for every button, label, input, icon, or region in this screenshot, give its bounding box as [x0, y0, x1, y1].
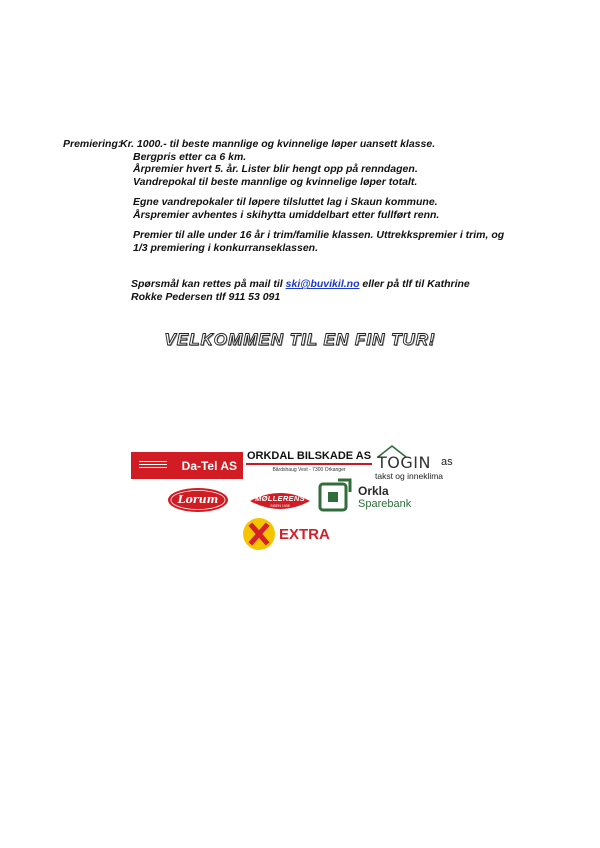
orkdal-address: Bårdshaug Vest - 7300 Orkanger [272, 467, 346, 473]
premiering-line: Kr. 1000.- til beste mannlige og kvinnelige løper uansett klasse. [120, 138, 436, 150]
datel-name: Da-Tel AS [181, 458, 237, 473]
contact-text [131, 278, 470, 303]
togin-logo [375, 444, 465, 482]
mollerens-sub: SIDEN 1908 [270, 504, 290, 508]
mollerens-logo [248, 489, 312, 513]
premiering-line: Premier til alle under 16 år i trim/familie klassen. Uttrekkspremier i trim, og [133, 229, 505, 241]
premiering-line: 1/3 premiering i konkurranseklassen. [133, 241, 319, 254]
premiering-line: Bergpris etter ca 6 km. [133, 150, 247, 163]
welcome-heading: VELKOMMEN TIL EN FIN TUR! [164, 330, 436, 349]
premiering-line: Egne vandrepokaler til løpere tilsluttet lag i Skaun kommune. [133, 196, 438, 208]
datel-logo [131, 452, 243, 479]
orkla-name: Orkla [358, 484, 389, 498]
lorum-name: Lorum [177, 493, 219, 506]
premiering-label: Premiering: [63, 138, 122, 150]
togin-subtitle: takst og inneklima [375, 471, 444, 481]
orkla-sparebank-logo [318, 478, 438, 514]
premiering-line: Vandrepokal til beste mannlige og kvinnelige løper totalt. [133, 175, 418, 188]
premiering-text [120, 138, 504, 254]
orkla-shield-icon [318, 478, 354, 514]
contact-line-2: Rokke Pedersen tlf 911 53 091 [131, 290, 281, 303]
extra-x-icon [242, 517, 276, 551]
extra-name: EXTRA [279, 526, 330, 543]
contact-prefix: Spørsmål kan rettes på mail til [131, 278, 286, 290]
email-link[interactable]: ski@buvikil.no [285, 278, 360, 290]
datel-lines-icon [139, 461, 167, 470]
mollerens-name: MØLLERENS [255, 494, 305, 503]
lorum-logo [167, 487, 229, 513]
orkdal-title: ORKDAL BILSKADE AS [246, 450, 372, 465]
togin-name: TOGIN [377, 453, 431, 472]
premiering-line: Årspremier avhentes i skihytta umiddelbart etter fullført renn. [133, 208, 440, 221]
contact-suffix: eller på tlf til Kathrine [359, 278, 470, 290]
orkdal-bilskade-logo [246, 450, 372, 480]
premiering-line: Årpremier hvert 5. år. Lister blir hengt opp på renndagen. [133, 163, 418, 175]
sparebank-name: Sparebank [358, 498, 412, 510]
extra-logo [242, 517, 352, 551]
togin-as: as [441, 456, 453, 468]
